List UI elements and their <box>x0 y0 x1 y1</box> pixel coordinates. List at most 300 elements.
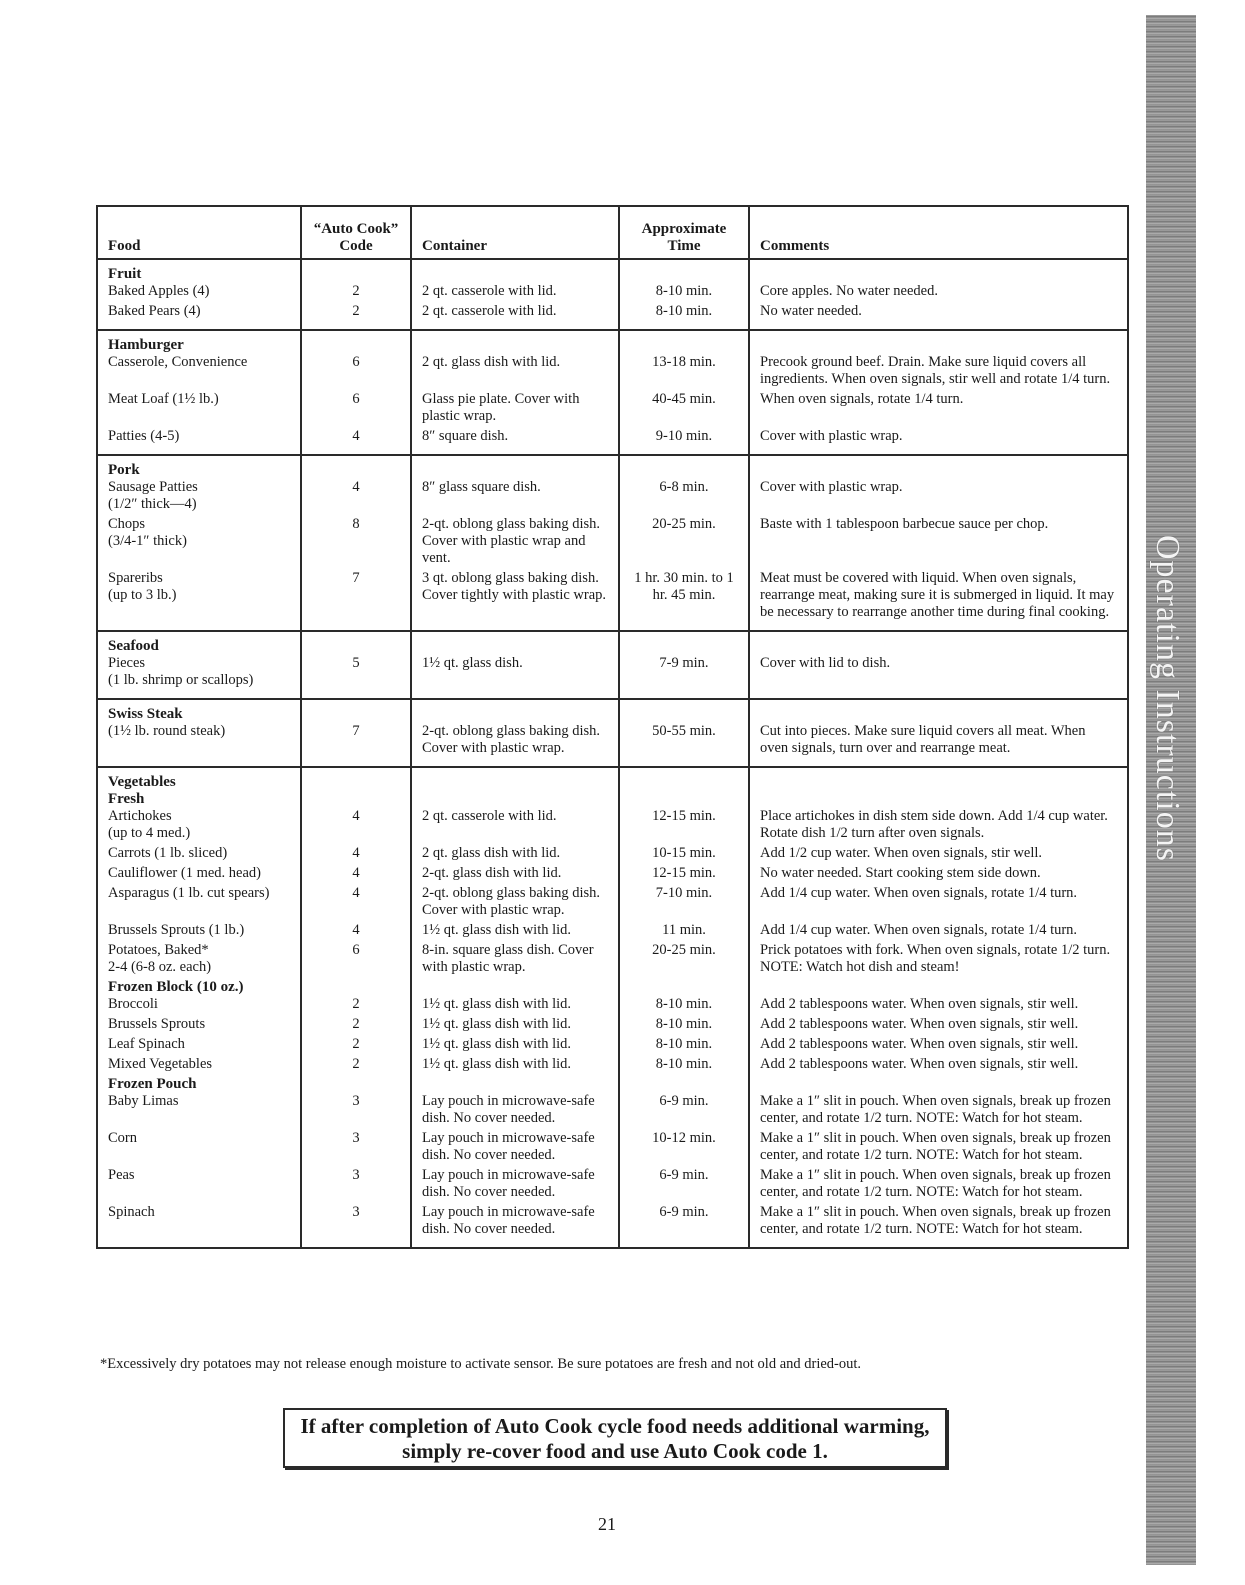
comments-text: Prick potatoes with fork. When oven signals, rotate 1/2 turn. NOTE: Watch hot dish and steam! <box>760 942 1111 975</box>
container-text: 2 qt. glass dish with lid. <box>422 845 561 861</box>
code-block <box>312 1204 400 1241</box>
food-cell <box>97 699 301 767</box>
container-text: 1½ qt. glass dish with lid. <box>422 1036 572 1052</box>
food-block <box>108 1036 290 1056</box>
code-cell <box>301 631 411 699</box>
time-text: 8-10 min. <box>655 283 713 299</box>
auto-cook-code: 2 <box>352 303 360 319</box>
time-block <box>630 1056 738 1076</box>
comments-text: Baste with 1 tablespoon barbecue sauce per chop. <box>760 516 1049 532</box>
container-text: 1½ qt. glass dish with lid. <box>422 1056 572 1072</box>
auto-cook-code: 6 <box>352 942 360 958</box>
code-block <box>312 845 400 865</box>
food-block <box>108 283 290 303</box>
time-text: 20-25 min. <box>652 516 716 532</box>
comments-block <box>760 808 1117 845</box>
food-name: (up to 4 med.) <box>108 825 191 841</box>
table-group <box>97 631 1128 699</box>
food-name: (3/4-1″ thick) <box>108 533 187 549</box>
container-text: Lay pouch in microwave-safe dish. No cover needed. <box>422 1204 595 1237</box>
food-name: Chops <box>108 516 146 532</box>
time-text: 20-25 min. <box>652 942 716 958</box>
container-block <box>422 1093 608 1130</box>
comments-text: Precook ground beef. Drain. Make sure liquid covers all ingredients. When oven signals, stir well and rotate 1/4 turn. <box>760 354 1111 387</box>
food-name: Spinach <box>108 1204 155 1220</box>
subcategory-label: Frozen Pouch <box>108 1076 197 1092</box>
code-block <box>312 942 400 979</box>
time-text: 1 hr. 30 min. to 1 hr. 45 min. <box>634 570 734 603</box>
food-name: Leaf Spinach <box>108 1036 185 1052</box>
food-block <box>108 885 290 922</box>
food-block <box>108 845 290 865</box>
warming-callout <box>283 1408 947 1468</box>
auto-cook-code: 3 <box>352 1204 360 1220</box>
container-block <box>422 479 608 516</box>
food-block <box>108 865 290 885</box>
auto-cook-code: 4 <box>352 479 360 495</box>
comments-text: No water needed. Start cooking stem side down. <box>760 865 1041 881</box>
food-block <box>108 354 290 391</box>
food-block <box>108 942 290 979</box>
food-block <box>108 391 290 428</box>
auto-cook-code: 6 <box>352 391 360 407</box>
comments-cell <box>749 631 1128 699</box>
header-comments: Comments <box>749 206 1128 259</box>
header-time: Approximate Time <box>619 206 749 259</box>
comments-cell <box>749 259 1128 330</box>
container-text: 2-qt. glass dish with lid. <box>422 865 562 881</box>
comments-cell <box>749 455 1128 631</box>
table-row <box>97 330 1128 455</box>
food-cell <box>97 631 301 699</box>
code-block <box>312 391 400 428</box>
auto-cook-code: 5 <box>352 655 360 671</box>
food-name: Asparagus (1 lb. cut spears) <box>108 885 270 901</box>
category-label: Vegetables <box>108 774 176 790</box>
food-block <box>108 723 290 760</box>
comments-text: Core apples. No water needed. <box>760 283 938 299</box>
page-number: 21 <box>598 1514 616 1534</box>
food-block <box>108 1167 290 1204</box>
code-block <box>312 303 400 323</box>
auto-cook-code: 4 <box>352 865 360 881</box>
comments-text: When oven signals, rotate 1/4 turn. <box>760 391 964 407</box>
time-text: 6-9 min. <box>659 1167 709 1183</box>
food-block <box>108 922 290 942</box>
comments-text: Make a 1″ slit in pouch. When oven signals, break up frozen center, and rotate 1/2 turn. NOTE: Watch for hot steam. <box>760 1204 1111 1237</box>
container-cell <box>411 455 619 631</box>
comments-block <box>760 922 1117 942</box>
container-block <box>422 391 608 428</box>
container-block <box>422 1167 608 1204</box>
code-block <box>312 723 400 760</box>
food-name: Baby Limas <box>108 1093 179 1109</box>
time-text: 50-55 min. <box>652 723 716 739</box>
table-header <box>97 206 1128 259</box>
callout-line-1: If after completion of Auto Cook cycle food needs additional warming, <box>300 1414 930 1438</box>
comments-text: Place artichokes in dish stem side down. Add 1/4 cup water. Rotate dish 1/2 turn after oven signals. <box>760 808 1108 841</box>
code-block <box>312 479 400 516</box>
container-block <box>422 1204 608 1241</box>
container-block <box>422 865 608 885</box>
comments-block <box>760 354 1117 391</box>
time-block <box>630 1036 738 1056</box>
food-block <box>108 1093 290 1130</box>
time-text: 8-10 min. <box>655 303 713 319</box>
food-name: Casserole, Convenience <box>108 354 248 370</box>
food-block <box>108 303 290 323</box>
time-block <box>630 655 738 692</box>
time-block <box>630 516 738 570</box>
comments-text: Make a 1″ slit in pouch. When oven signals, break up frozen center, and rotate 1/2 turn. NOTE: Watch for hot steam. <box>760 1130 1111 1163</box>
time-block <box>630 570 738 624</box>
comments-block <box>760 391 1117 428</box>
food-name: Corn <box>108 1130 137 1146</box>
comments-text: Add 1/4 cup water. When oven signals, rotate 1/4 turn. <box>760 885 1078 901</box>
food-name: (1½ lb. round steak) <box>108 723 226 739</box>
code-block <box>312 1016 400 1036</box>
time-block <box>630 1016 738 1036</box>
food-cell <box>97 767 301 1248</box>
code-cell <box>301 699 411 767</box>
food-block <box>108 1130 290 1167</box>
comments-text: Cut into pieces. Make sure liquid covers all meat. When oven signals, turn over and rearrange meat. <box>760 723 1086 756</box>
container-block <box>422 354 608 391</box>
container-text: 2 qt. casserole with lid. <box>422 808 557 824</box>
food-name: Brussels Sprouts (1 lb.) <box>108 922 245 938</box>
category-label: Seafood <box>108 638 159 654</box>
auto-cook-code: 2 <box>352 283 360 299</box>
container-block <box>422 845 608 865</box>
container-block <box>422 1016 608 1036</box>
comments-block <box>760 303 1117 323</box>
category-label: Fruit <box>108 266 142 282</box>
container-block <box>422 428 608 448</box>
auto-cook-code: 2 <box>352 1036 360 1052</box>
time-block <box>630 845 738 865</box>
comments-block <box>760 865 1117 885</box>
code-block <box>312 808 400 845</box>
time-text: 8-10 min. <box>655 1016 713 1032</box>
time-text: 6-9 min. <box>659 1204 709 1220</box>
table-group <box>97 455 1128 631</box>
auto-cook-table <box>96 205 1129 1249</box>
food-name: (up to 3 lb.) <box>108 587 177 603</box>
time-block <box>630 1204 738 1241</box>
code-block <box>312 354 400 391</box>
time-text: 9-10 min. <box>655 428 713 444</box>
callout-line-2: simply re-cover food and use Auto Cook code 1. <box>402 1439 828 1463</box>
time-cell <box>619 631 749 699</box>
comments-block <box>760 1204 1117 1241</box>
food-name: Potatoes, Baked* <box>108 942 209 958</box>
container-cell <box>411 330 619 455</box>
comments-cell <box>749 330 1128 455</box>
container-block <box>422 885 608 922</box>
food-block <box>108 1016 290 1036</box>
time-text: 12-15 min. <box>652 808 716 824</box>
time-block <box>630 808 738 845</box>
food-block <box>108 428 290 448</box>
table-group <box>97 259 1128 330</box>
time-block <box>630 1130 738 1167</box>
food-name: Meat Loaf (1½ lb.) <box>108 391 219 407</box>
comments-block <box>760 1130 1117 1167</box>
container-block <box>422 942 608 979</box>
header-food: Food <box>97 206 301 259</box>
comments-block <box>760 723 1117 760</box>
code-cell <box>301 767 411 1248</box>
container-block <box>422 922 608 942</box>
auto-cook-code: 4 <box>352 885 360 901</box>
container-block <box>422 303 608 323</box>
food-block <box>108 516 290 570</box>
container-text: 3 qt. oblong glass baking dish. Cover tightly with plastic wrap. <box>422 570 607 603</box>
time-text: 6-9 min. <box>659 1093 709 1109</box>
container-text: Glass pie plate. Cover with plastic wrap. <box>422 391 580 424</box>
table-group <box>97 699 1128 767</box>
header-code: “Auto Cook” Code <box>301 206 411 259</box>
container-block <box>422 570 608 624</box>
comments-text: Cover with plastic wrap. <box>760 479 903 495</box>
comments-cell <box>749 767 1128 1248</box>
code-block <box>312 1056 400 1076</box>
time-text: 6-8 min. <box>659 479 709 495</box>
time-block <box>630 428 738 448</box>
container-block <box>422 996 608 1016</box>
food-name: Mixed Vegetables <box>108 1056 213 1072</box>
code-block <box>312 1130 400 1167</box>
comments-block <box>760 1167 1117 1204</box>
time-block <box>630 723 738 760</box>
container-cell <box>411 699 619 767</box>
code-block <box>312 865 400 885</box>
container-text: 1½ qt. glass dish with lid. <box>422 1016 572 1032</box>
side-tab-text: Operating Instructions <box>1149 535 1186 862</box>
food-name: Cauliflower (1 med. head) <box>108 865 262 881</box>
table-row <box>97 259 1128 330</box>
time-block <box>630 922 738 942</box>
table-row <box>97 699 1128 767</box>
code-block <box>312 922 400 942</box>
comments-text: Add 2 tablespoons water. When oven signals, stir well. <box>760 1056 1079 1072</box>
comments-block <box>760 570 1117 624</box>
food-block <box>108 808 290 845</box>
container-text: 2-qt. oblong glass baking dish. Cover with plastic wrap and vent. <box>422 516 601 566</box>
container-text: 2 qt. casserole with lid. <box>422 303 557 319</box>
container-text: Lay pouch in microwave-safe dish. No cover needed. <box>422 1167 595 1200</box>
comments-text: Add 1/2 cup water. When oven signals, stir well. <box>760 845 1043 861</box>
time-text: 12-15 min. <box>652 865 716 881</box>
time-text: 11 min. <box>662 922 706 938</box>
food-name: Peas <box>108 1167 135 1183</box>
comments-text: Add 2 tablespoons water. When oven signals, stir well. <box>760 1016 1079 1032</box>
time-text: 8-10 min. <box>655 1056 713 1072</box>
food-name: Spareribs <box>108 570 163 586</box>
container-cell <box>411 259 619 330</box>
container-text: 8″ square dish. <box>422 428 509 444</box>
comments-block <box>760 1056 1117 1076</box>
comments-block <box>760 516 1117 570</box>
food-block <box>108 1056 290 1076</box>
time-cell <box>619 330 749 455</box>
header-container: Container <box>411 206 619 259</box>
category-label: Pork <box>108 462 140 478</box>
time-cell <box>619 455 749 631</box>
auto-cook-code: 7 <box>352 570 360 586</box>
comments-block <box>760 845 1117 865</box>
footnote: *Excessively dry potatoes may not release enough moisture to activate sensor. Be sure potatoes are fresh and not old and dried-out. <box>100 1356 862 1372</box>
container-block <box>422 1036 608 1056</box>
food-block <box>108 570 290 624</box>
food-name: (1/2″ thick—4) <box>108 496 197 512</box>
comments-text: Meat must be covered with liquid. When oven signals, rearrange meat, making sure it is submerged in liquid. It may be necessary to rearrange another time during final cooking. <box>760 570 1115 620</box>
container-block <box>422 1056 608 1076</box>
food-name: 2-4 (6-8 oz. each) <box>108 959 212 975</box>
comments-block <box>760 996 1117 1016</box>
food-cell <box>97 455 301 631</box>
auto-cook-code: 3 <box>352 1167 360 1183</box>
container-text: 8″ glass square dish. <box>422 479 541 495</box>
comments-text: Cover with plastic wrap. <box>760 428 903 444</box>
container-block <box>422 516 608 570</box>
code-block <box>312 283 400 303</box>
container-block <box>422 808 608 845</box>
auto-cook-code: 8 <box>352 516 360 532</box>
food-name: Baked Pears (4) <box>108 303 201 319</box>
comments-text: Add 2 tablespoons water. When oven signals, stir well. <box>760 1036 1079 1052</box>
container-block <box>422 655 608 692</box>
comments-text: Add 2 tablespoons water. When oven signals, stir well. <box>760 996 1079 1012</box>
code-cell <box>301 259 411 330</box>
auto-cook-code: 7 <box>352 723 360 739</box>
code-block <box>312 1167 400 1204</box>
auto-cook-code: 2 <box>352 1056 360 1072</box>
container-block <box>422 723 608 760</box>
time-text: 7-9 min. <box>659 655 709 671</box>
container-text: 2 qt. casserole with lid. <box>422 283 557 299</box>
time-text: 8-10 min. <box>655 1036 713 1052</box>
auto-cook-code: 3 <box>352 1130 360 1146</box>
time-text: 10-15 min. <box>652 845 716 861</box>
time-cell <box>619 767 749 1248</box>
food-name: Broccoli <box>108 996 158 1012</box>
table-group <box>97 330 1128 455</box>
food-cell <box>97 330 301 455</box>
time-block <box>630 1167 738 1204</box>
code-block <box>312 655 400 692</box>
time-text: 8-10 min. <box>655 996 713 1012</box>
time-block <box>630 303 738 323</box>
auto-cook-code: 4 <box>352 845 360 861</box>
container-text: 2-qt. oblong glass baking dish. Cover with plastic wrap. <box>422 885 601 918</box>
comments-block <box>760 885 1117 922</box>
food-name: Artichokes <box>108 808 172 824</box>
time-block <box>630 479 738 516</box>
container-block <box>422 283 608 303</box>
subcategory-label: Fresh <box>108 791 145 807</box>
comments-block <box>760 655 1117 692</box>
comments-text: Cover with lid to dish. <box>760 655 891 671</box>
code-cell <box>301 330 411 455</box>
food-block <box>108 1204 290 1241</box>
comments-block <box>760 479 1117 516</box>
comments-block <box>760 283 1117 303</box>
container-block <box>422 1130 608 1167</box>
table-row <box>97 767 1128 1248</box>
container-text: 2-qt. oblong glass baking dish. Cover with plastic wrap. <box>422 723 601 756</box>
food-name: Baked Apples (4) <box>108 283 210 299</box>
auto-cook-code: 2 <box>352 996 360 1012</box>
category-label: Hamburger <box>108 337 184 353</box>
auto-cook-code: 6 <box>352 354 360 370</box>
comments-cell <box>749 699 1128 767</box>
comments-text: No water needed. <box>760 303 862 319</box>
comments-block <box>760 1036 1117 1056</box>
code-block <box>312 428 400 448</box>
comments-block <box>760 428 1117 448</box>
comments-block <box>760 1016 1117 1036</box>
container-text: 1½ qt. glass dish with lid. <box>422 996 572 1012</box>
food-cell <box>97 259 301 330</box>
code-block <box>312 1036 400 1056</box>
auto-cook-code: 3 <box>352 1093 360 1109</box>
table-row <box>97 455 1128 631</box>
time-cell <box>619 259 749 330</box>
table-group <box>97 767 1128 1248</box>
code-block <box>312 996 400 1016</box>
food-name: Pieces <box>108 655 146 671</box>
comments-text: Add 1/4 cup water. When oven signals, rotate 1/4 turn. <box>760 922 1078 938</box>
food-name: Carrots (1 lb. sliced) <box>108 845 228 861</box>
food-block <box>108 655 290 692</box>
food-name: Patties (4-5) <box>108 428 180 444</box>
food-name: (1 lb. shrimp or scallops) <box>108 672 254 688</box>
container-text: Lay pouch in microwave-safe dish. No cover needed. <box>422 1093 595 1126</box>
container-cell <box>411 631 619 699</box>
container-text: 2 qt. glass dish with lid. <box>422 354 561 370</box>
time-block <box>630 1093 738 1130</box>
food-block <box>108 479 290 516</box>
subcategory-label: Frozen Block (10 oz.) <box>108 979 244 995</box>
time-block <box>630 283 738 303</box>
auto-cook-code: 2 <box>352 1016 360 1032</box>
code-block <box>312 570 400 624</box>
time-block <box>630 354 738 391</box>
auto-cook-code: 4 <box>352 922 360 938</box>
auto-cook-code: 4 <box>352 428 360 444</box>
container-text: 8-in. square glass dish. Cover with plastic wrap. <box>422 942 594 975</box>
container-text: Lay pouch in microwave-safe dish. No cover needed. <box>422 1130 595 1163</box>
auto-cook-code: 4 <box>352 808 360 824</box>
time-block <box>630 996 738 1016</box>
time-text: 10-12 min. <box>652 1130 716 1146</box>
comments-block <box>760 942 1117 979</box>
side-tab <box>1146 15 1196 1565</box>
time-cell <box>619 699 749 767</box>
container-text: 1½ qt. glass dish. <box>422 655 523 671</box>
container-text: 1½ qt. glass dish with lid. <box>422 922 572 938</box>
time-text: 7-10 min. <box>655 885 713 901</box>
food-name: Sausage Patties <box>108 479 198 495</box>
container-cell <box>411 767 619 1248</box>
code-cell <box>301 455 411 631</box>
table-row <box>97 631 1128 699</box>
time-block <box>630 865 738 885</box>
comments-block <box>760 1093 1117 1130</box>
code-block <box>312 516 400 570</box>
food-name: Brussels Sprouts <box>108 1016 206 1032</box>
